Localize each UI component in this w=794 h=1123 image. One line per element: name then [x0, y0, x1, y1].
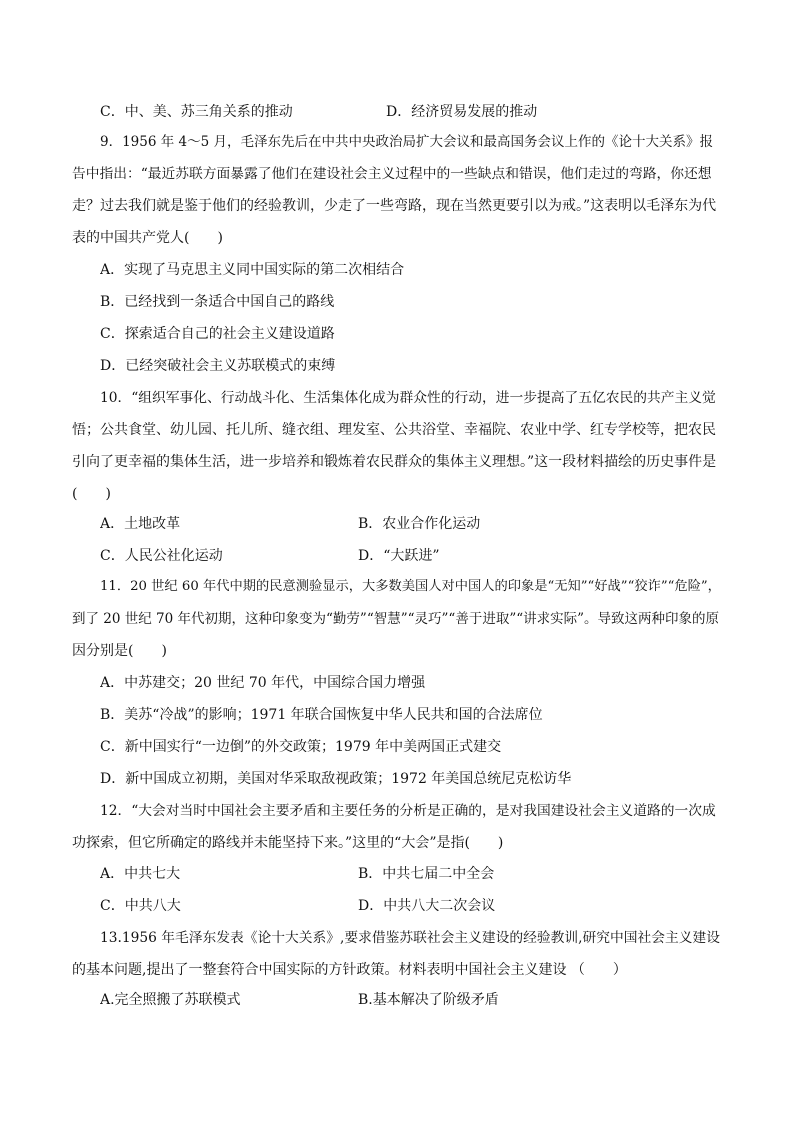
- q8-option-d: D．经济贸易发展的推动: [386, 104, 538, 120]
- q12-option-b: B．中共七届二中全会: [358, 866, 495, 882]
- q12-option-d: D．中共八大二次会议: [358, 898, 496, 914]
- q12-option-a: A．中共七大: [100, 866, 181, 882]
- q11-option-c: C．新中国实行“一边倒”的外交政策；1979 年中美两国正式建交: [100, 739, 502, 755]
- q9-stem-line-3: 走？过去我们就是鉴于他们的经验教训，少走了一些弯路，现在当然更要引以为戒。”这表明以毛泽东为代: [72, 198, 717, 214]
- q11-stem-line-3: 因分别是( ): [72, 643, 167, 659]
- q13-stem-line-2: 的基本问题,提出了一整套符合中国实际的方针政策。材料表明中国社会主义建设 （ ）: [72, 962, 627, 978]
- q11-option-a: A．中苏建交；20 世纪 70 年代，中国综合国力增强: [100, 675, 426, 691]
- q13-stem-line-1: 13.1956 年毛泽东发表《论十大关系》,要求借鉴苏联社会主义建设的经验教训,研究中国社会主义建设: [100, 930, 720, 946]
- q9-stem-line-2: 告中指出：“最近苏联方面暴露了他们在建设社会主义过程中的一些缺点和错误，他们走过的弯路，你还想: [72, 166, 712, 182]
- q10-stem-line-3: 引向了更幸福的集体生活，进一步培养和锻炼着农民群众的集体主义理想。”这一段材料描绘的历史事件是: [72, 454, 717, 470]
- q10-option-d: D．“大跃进”: [358, 548, 440, 564]
- q11-stem-line-2: 到了 20 世纪 70 年代初期，这种印象变为“勤劳”“智慧”“灵巧”“善于进取”“讲求实际”。导致这两种印象的原: [72, 611, 720, 627]
- q8-option-c: C．中、美、苏三角关系的推动: [100, 104, 293, 120]
- q10-stem-line-1: 10．“组织军事化、行动战斗化、生活集体化成为群众性的行动，进一步提高了五亿农民的共产主义觉: [100, 390, 716, 406]
- q9-stem-line-1: 9．1956 年 4～5 月，毛泽东先后在中共中央政治局扩大会议和最高国务会议上作的《论十大关系》报: [100, 134, 713, 150]
- q10-option-b: B．农业合作化运动: [358, 516, 481, 532]
- q11-stem-line-1: 11．20 世纪 60 年代中期的民意测验显示，大多数美国人对中国人的印象是“无知”“好战”“狡诈”“危险”，: [100, 579, 721, 594]
- q9-option-d: D．已经突破社会主义苏联模式的束缚: [100, 358, 336, 374]
- q9-stem-line-4: 表的中国共产党人( ): [72, 230, 223, 246]
- q10-option-a: A．土地改革: [100, 516, 181, 532]
- q12-stem-line-1: 12．“大会对当时中国社会主要矛盾和主要任务的分析是正确的，是对我国建设社会主义道路的一次成: [100, 803, 716, 819]
- q11-option-d: D．新中国成立初期，美国对华采取敌视政策；1972 年美国总统尼克松访华: [100, 771, 572, 787]
- q12-option-c: C．中共八大: [100, 898, 181, 914]
- q10-option-c: C．人民公社化运动: [100, 548, 223, 564]
- q9-option-a: A．实现了马克思主义同中国实际的第二次相结合: [100, 262, 405, 278]
- q9-option-c: C．探索适合自己的社会主义建设道路: [100, 326, 335, 342]
- q12-stem-line-2: 功探索，但它所确定的路线并未能坚持下来。”这里的“大会”是指( ): [72, 835, 504, 851]
- q10-stem-line-4: ( ): [72, 486, 111, 502]
- q9-option-b: B．已经找到一条适合中国自己的路线: [100, 294, 335, 310]
- q13-option-b: B.基本解决了阶级矛盾: [358, 992, 499, 1008]
- q10-stem-line-2: 悟；公共食堂、幼儿园、托儿所、缝衣组、理发室、公共浴堂、幸福院、农业中学、红专学校等，把农民: [72, 422, 716, 438]
- q13-option-a: A.完全照搬了苏联模式: [100, 992, 241, 1008]
- q11-option-b: B．美苏“冷战”的影响；1971 年联合国恢复中华人民共和国的合法席位: [100, 707, 543, 723]
